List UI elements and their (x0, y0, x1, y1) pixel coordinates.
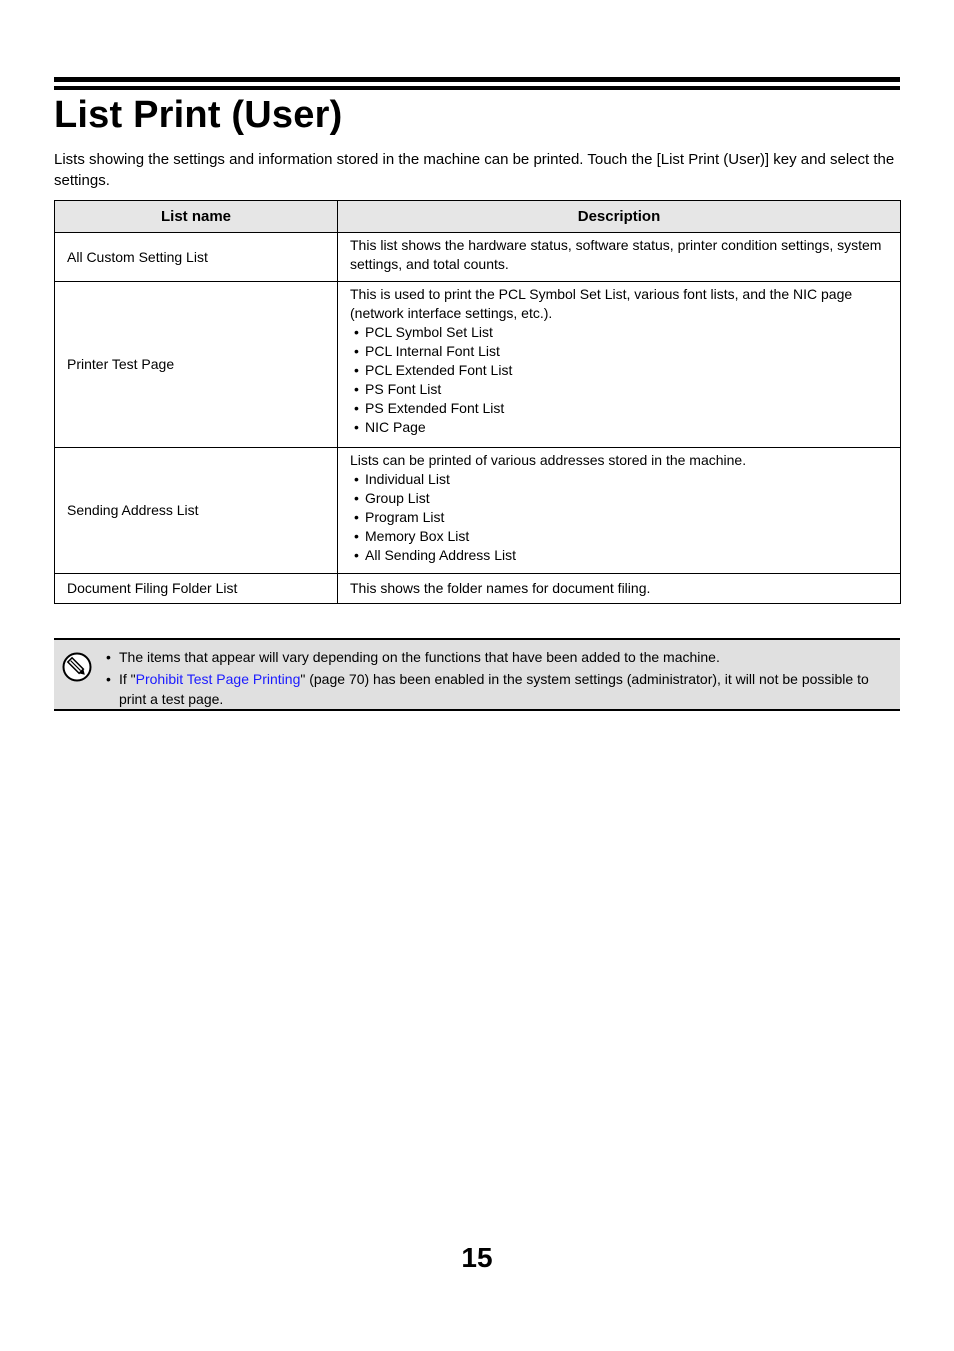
list-item: • PS Font List (350, 380, 888, 399)
row-list-name: Printer Test Page (55, 282, 338, 448)
row-list-name: Sending Address List (55, 448, 338, 574)
intro-paragraph: Lists showing the settings and information stored in the machine can be printed. Touch the [List Print (User)] key and select the settings. (54, 151, 895, 189)
list-print-table (54, 200, 901, 604)
list-item: • PS Extended Font List (350, 399, 888, 418)
list-item: • Memory Box List (350, 527, 888, 546)
page-number: 15 (461, 1242, 493, 1273)
note-item-text: The items that appear will vary depending on the functions that have been added to the machine. (119, 649, 720, 665)
row-description (338, 574, 901, 604)
row-description (338, 233, 901, 282)
page-title: List Print (User) (54, 94, 343, 136)
table-row (55, 282, 901, 448)
list-item: • PCL Extended Font List (350, 361, 888, 380)
header-list-name: List name (55, 201, 338, 233)
row-description-text: This list shows the hardware status, software status, printer condition settings, system settings, and total counts. (350, 237, 882, 272)
list-item: • PCL Internal Font List (350, 342, 888, 361)
list-item: • Program List (350, 508, 888, 527)
row-description (338, 448, 901, 574)
note-box (54, 638, 900, 711)
list-item: • NIC Page (350, 418, 888, 437)
row-description (338, 282, 901, 448)
note-list (106, 647, 892, 709)
header-description: Description (338, 201, 901, 233)
note-item (106, 647, 892, 667)
title-rule-top (54, 77, 900, 82)
row-item-list (350, 470, 888, 565)
table-row (55, 233, 901, 282)
row-list-name: Document Filing Folder List (55, 574, 338, 604)
list-item: • Group List (350, 489, 888, 508)
note-item (106, 669, 892, 709)
table-header-row (55, 201, 901, 233)
table-row (55, 448, 901, 574)
note-item-text-before: If " (119, 671, 136, 687)
row-description-text: This is used to print the PCL Symbol Set List, various font lists, and the NIC page (network interface settings, etc.). (350, 286, 853, 321)
list-item: • PCL Symbol Set List (350, 323, 888, 342)
row-list-name: All Custom Setting List (55, 233, 338, 282)
list-item: • Individual List (350, 470, 888, 489)
row-description-text: This shows the folder names for document filing. (350, 580, 651, 596)
note-pencil-icon (62, 652, 92, 682)
note-item-text-after: " (page 70) has been enabled in the system settings (administrator), it will not be possible to print a test page. (119, 671, 869, 707)
title-rule-bottom (54, 86, 900, 90)
list-item: • All Sending Address List (350, 546, 888, 565)
row-item-list (350, 323, 888, 437)
prohibit-test-page-printing-link[interactable]: Prohibit Test Page Printing (135, 671, 301, 687)
table-row (55, 574, 901, 604)
row-description-text: Lists can be printed of various addresses stored in the machine. (350, 452, 747, 468)
